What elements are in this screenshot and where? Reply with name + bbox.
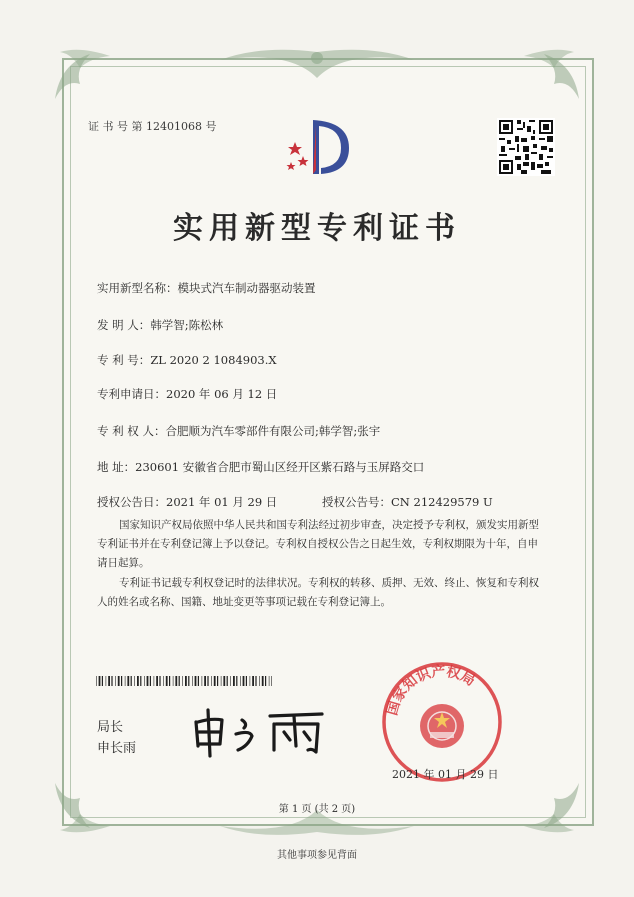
barcode-icon bbox=[96, 676, 272, 686]
field-value: CN 212429579 U bbox=[391, 495, 493, 509]
field-grant-number bbox=[322, 494, 493, 510]
field-label: 发 明 人： bbox=[97, 318, 151, 332]
field-patent-number bbox=[97, 352, 277, 368]
statement-paragraph-2: 专利证书记载专利权登记时的法律状况。专利权的转移、质押、无效、终止、恢复和专利权人的姓名或名称、国籍、地址变更等事项记载在专利登记簿上。 bbox=[97, 577, 539, 608]
statement-paragraph-1: 国家知识产权局依照中华人民共和国专利法经过初步审查，决定授予专利权，颁发实用新型专利证书并在专利登记簿上予以登记。专利权自授权公告之日起生效，专利权期限为十年，自申请日起算。 bbox=[97, 519, 539, 569]
field-label: 专 利 号： bbox=[97, 353, 151, 367]
signature-role: 局长 bbox=[97, 720, 124, 735]
patent-logo-icon bbox=[283, 112, 353, 182]
field-application-date bbox=[97, 386, 277, 402]
stamp-text: 国家知识产权局 bbox=[384, 663, 478, 718]
field-value: 韩学智;陈松林 bbox=[150, 318, 224, 332]
field-patentee bbox=[97, 423, 380, 439]
field-value: 合肥顺为汽车零部件有限公司;韩学智;张宇 bbox=[165, 424, 381, 438]
corner-ornament-top-right-icon bbox=[514, 44, 584, 104]
certificate-number: 证 书 号 第 12401068 号 bbox=[88, 120, 217, 133]
field-label: 专 利 权 人： bbox=[97, 424, 166, 438]
field-label: 专利申请日： bbox=[97, 387, 166, 401]
footer-note: 其他事项参见背面 bbox=[277, 850, 357, 861]
field-address bbox=[97, 459, 424, 475]
field-label: 实用新型名称： bbox=[97, 281, 178, 295]
qr-code-icon bbox=[497, 118, 555, 176]
signature-name: 申长雨 bbox=[97, 741, 137, 756]
page-number: 第 1 页 (共 2 页) bbox=[278, 804, 356, 815]
field-value: 2020 年 06 月 12 日 bbox=[166, 387, 278, 401]
corner-ornament-top-left-icon bbox=[50, 44, 120, 104]
stamp-date: 2021 年 01 月 29 日 bbox=[392, 768, 499, 781]
top-center-ornament-icon bbox=[200, 40, 434, 80]
field-label: 授权公告日： bbox=[97, 495, 166, 509]
field-value: ZL 2020 2 1084903.X bbox=[150, 353, 277, 367]
field-value: 2021 年 01 月 29 日 bbox=[166, 495, 278, 509]
certificate-title: 实用新型专利证书 bbox=[173, 211, 461, 246]
field-label: 授权公告号： bbox=[322, 495, 391, 509]
field-label: 地 址： bbox=[97, 460, 136, 474]
field-inventor bbox=[97, 317, 223, 333]
field-grant-date bbox=[97, 494, 277, 510]
handwritten-signature-icon bbox=[190, 706, 330, 758]
field-utility-model-name bbox=[97, 280, 316, 296]
field-value: 230601 安徽省合肥市蜀山区经开区紫石路与玉屏路交口 bbox=[135, 460, 425, 474]
field-value: 模块式汽车制动器驱动装置 bbox=[177, 281, 316, 295]
